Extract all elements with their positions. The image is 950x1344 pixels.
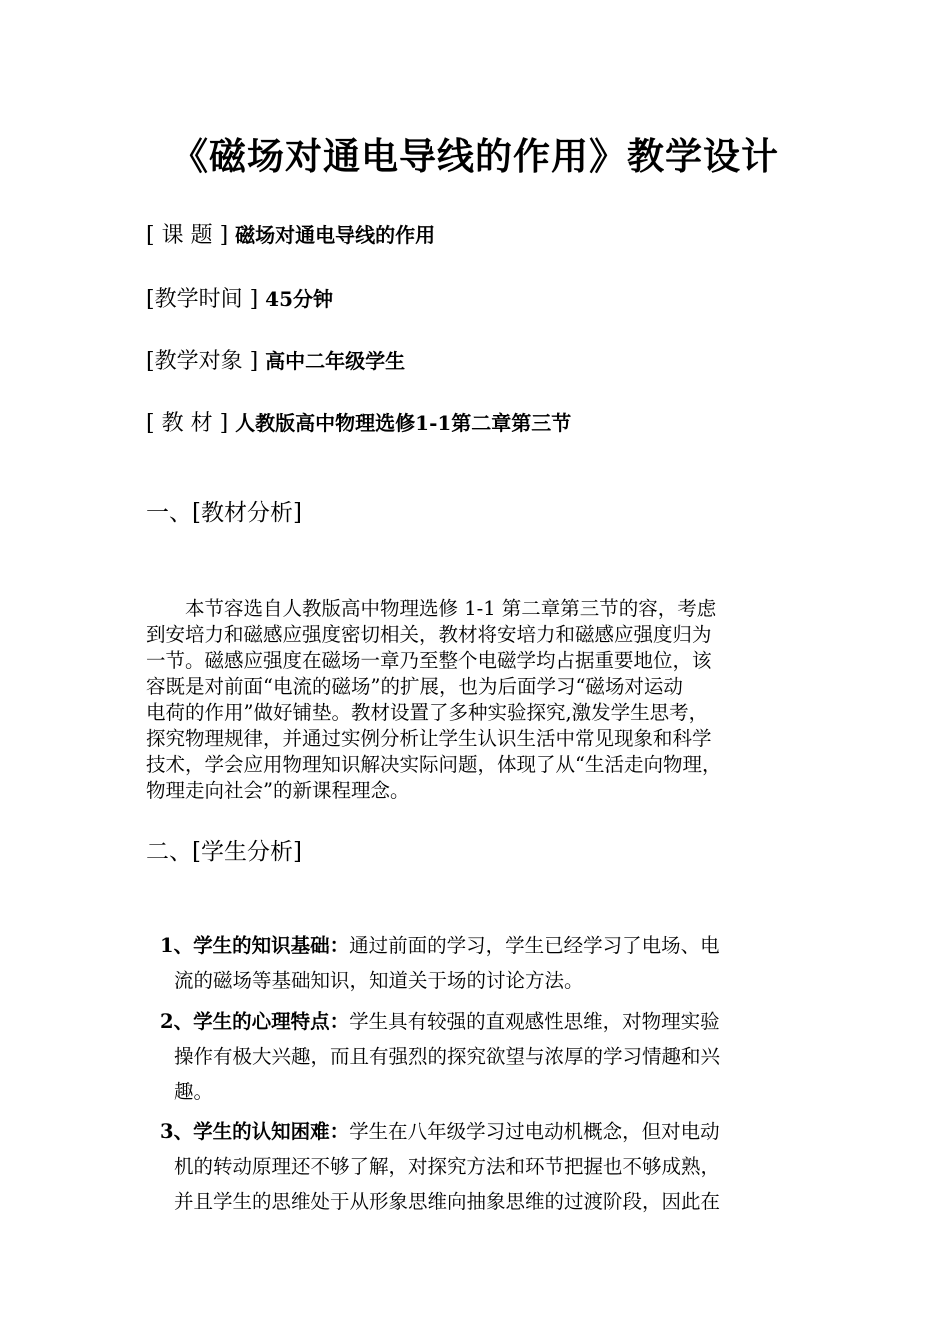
meta-topic-value: 磁场对通电导线的作用: [235, 223, 436, 247]
item-text: 并且学生的思维处于从形象思维向抽象思维的过渡阶段，因此在: [174, 1190, 721, 1213]
paragraph-line: 到安培力和磁感应强度密切相关，教材将安培力和磁感应强度归为: [146, 623, 712, 646]
meta-time: [146, 282, 333, 313]
item-head: 3、学生的认知困难：: [160, 1120, 350, 1143]
paragraph-line: 一节。磁感应强度在磁场一章乃至整个电磁学均占据重要地位，该: [146, 649, 712, 672]
meta-audience-label: [教学对象 ]: [146, 349, 259, 374]
document-title: 《磁场对通电导线的作用》教学设计: [171, 134, 779, 178]
paragraph-line: 容既是对前面“电流的磁场”的扩展，也为后面学习“磁场对运动: [146, 675, 683, 698]
section-heading-textbook-analysis: 一、[教材分析]: [146, 500, 302, 526]
paragraph-line: 技术，学会应用物理知识解决实际问题，体现了从“生活走向物理，: [146, 753, 722, 776]
item-head: 2、学生的心理特点：: [160, 1010, 350, 1033]
meta-time-label: [教学时间 ]: [146, 287, 259, 312]
item-text: 通过前面的学习，学生已经学习了电场、电: [349, 934, 720, 957]
meta-textbook-value: 人教版高中物理选修1-1第二章第三节: [235, 411, 572, 435]
item-head: 1、学生的知识基础：: [160, 934, 350, 957]
list-item-cognitive-difficulty: [160, 1114, 720, 1219]
paragraph-line: 本节容选自人教版高中物理选修 1-1 第二章第三节的容，考虑: [146, 597, 717, 620]
meta-audience-value: 高中二年级学生: [265, 349, 406, 373]
meta-time-value: 45分钟: [265, 287, 334, 311]
paragraph-line: 物理走向社会”的新课程理念。: [146, 779, 410, 802]
paragraph-line: 电荷的作用”做好铺垫。教材设置了多种实验探究,激发学生思考，: [146, 701, 709, 724]
meta-audience: [146, 344, 405, 375]
list-item-knowledge-base: [160, 928, 720, 998]
item-text: 学生具有较强的直观感性思维，对物理实验: [349, 1010, 720, 1033]
list-item-psychological-traits: [160, 1004, 720, 1109]
meta-topic: [146, 218, 435, 249]
meta-textbook: [146, 406, 571, 437]
item-text: 流的磁场等基础知识，知道关于场的讨论方法。: [174, 969, 584, 992]
meta-topic-label: [ 课 题 ]: [146, 223, 229, 248]
section-heading-student-analysis: 二、[学生分析]: [146, 839, 302, 865]
item-text: 学生在八年级学习过电动机概念，但对电动: [349, 1120, 720, 1143]
meta-textbook-label: [ 教 材 ]: [146, 411, 229, 436]
item-text: 机的转动原理还不够了解，对探究方法和环节把握也不够成熟，: [174, 1155, 721, 1178]
item-text: 趣。: [174, 1080, 214, 1103]
item-text: 操作有极大兴趣，而且有强烈的探究欲望与浓厚的学习情趣和兴: [174, 1045, 721, 1068]
textbook-analysis-paragraph: [146, 596, 826, 804]
paragraph-line: 探究物理规律，并通过实例分析让学生认识生活中常见现象和科学: [146, 727, 712, 750]
